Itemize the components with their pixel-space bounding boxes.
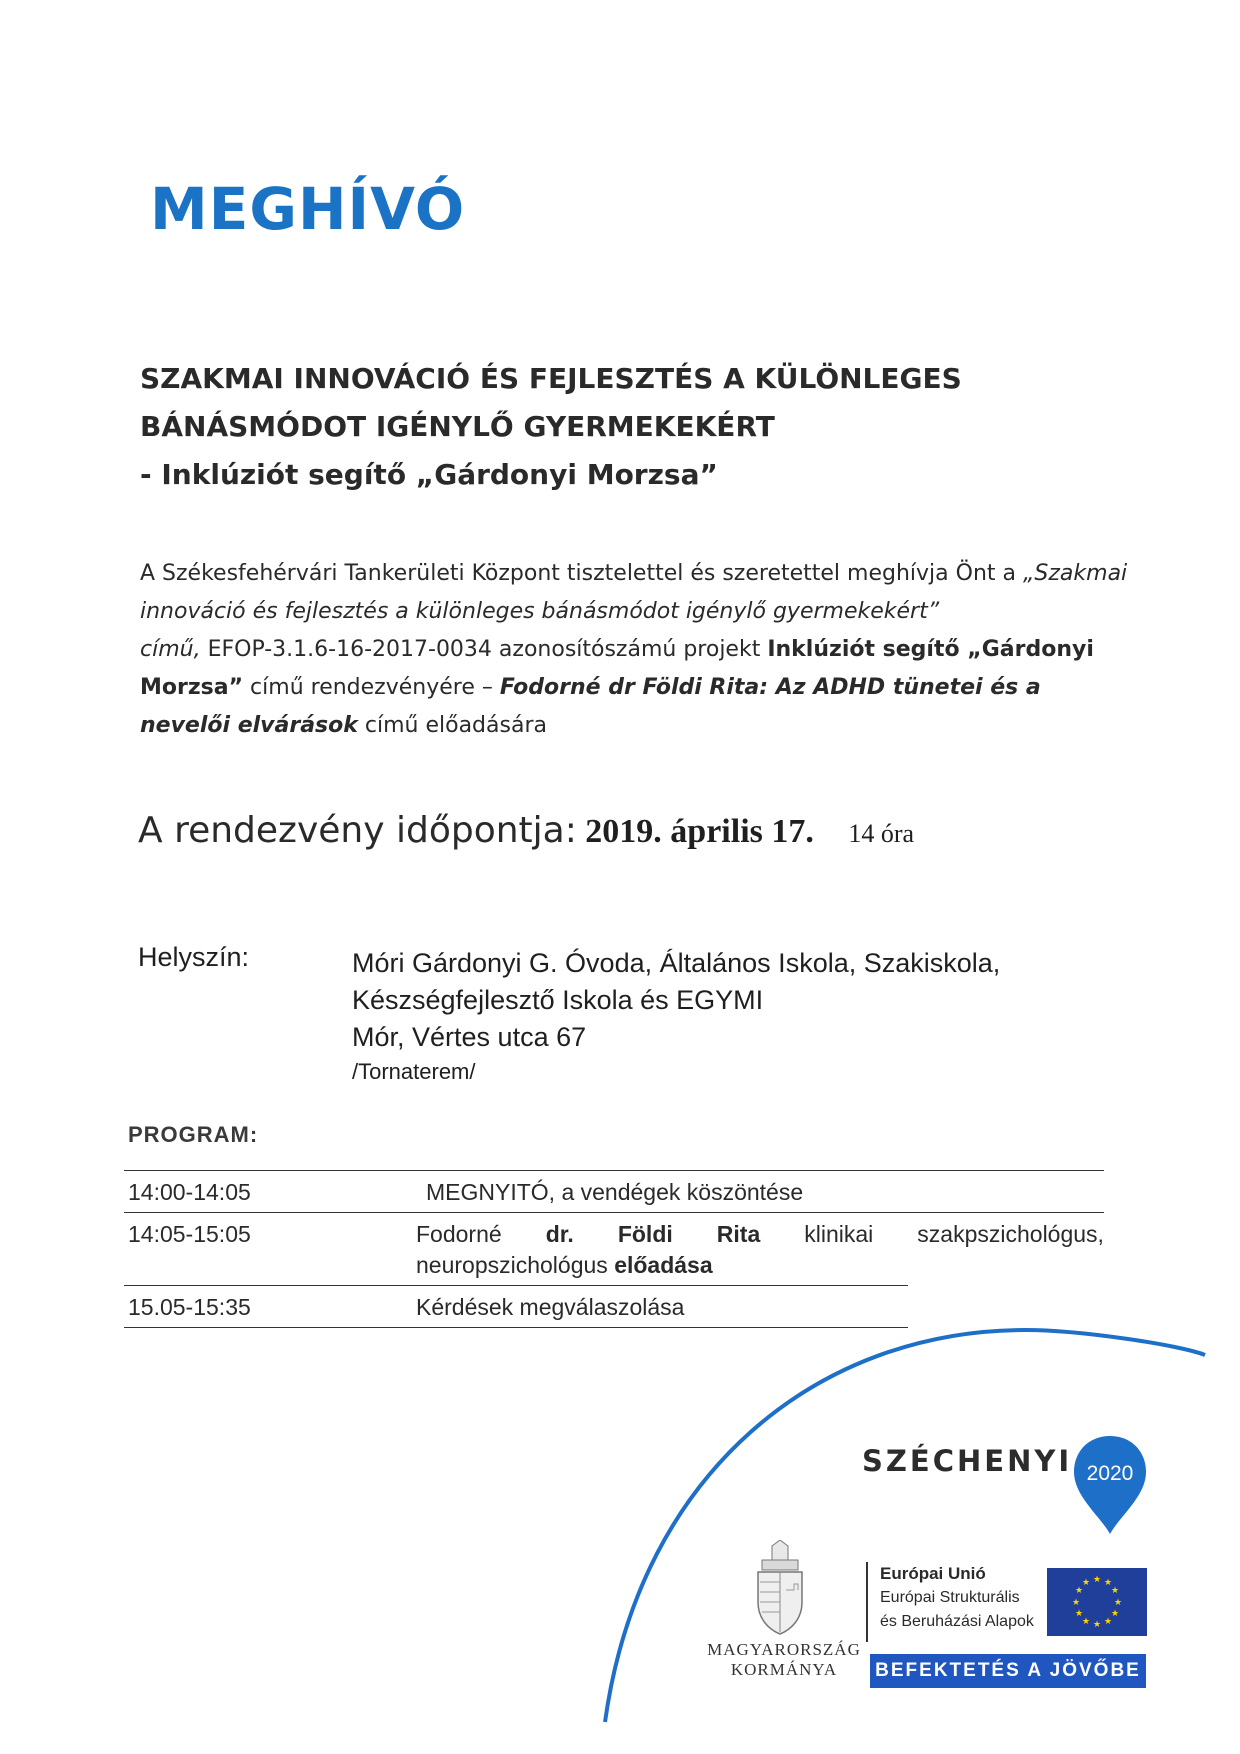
intro-part-1: A Székesfehérvári Tankerületi Központ tisztelettel és szeretettel meghívja Önt a bbox=[140, 561, 1023, 586]
program-time: 15.05-15:35 bbox=[128, 1294, 251, 1320]
program-desc-line-1 bbox=[416, 1219, 1104, 1250]
date-value: 2019. április 17. bbox=[585, 813, 814, 850]
program-desc: MEGNYITÓ, a vendégek köszöntése bbox=[426, 1179, 804, 1205]
svg-text:★: ★ bbox=[1074, 1586, 1084, 1596]
coat-of-arms-icon bbox=[752, 1540, 808, 1636]
svg-text:★: ★ bbox=[1103, 1617, 1113, 1627]
intro-part-6: című rendezvényére – bbox=[243, 675, 500, 700]
project-id-text: EFOP-3.1.6-16-2017-0034 azonosítószámú projekt bbox=[200, 637, 768, 662]
svg-text:★: ★ bbox=[1110, 1586, 1120, 1596]
svg-text:★: ★ bbox=[1081, 1578, 1091, 1588]
desc-word: Fodorné bbox=[416, 1221, 502, 1247]
program-row bbox=[124, 1285, 908, 1328]
heading-line-3: - Inklúziót segítő „Gárdonyi Morzsa” bbox=[140, 458, 718, 491]
svg-text:★: ★ bbox=[1103, 1578, 1113, 1588]
location-line-2: Készségfejlesztő Iskola és EGYMI bbox=[352, 985, 764, 1015]
event-name: Inklúziót segítő „Gárdonyi Morzsa” bbox=[140, 637, 1094, 700]
date-label: A rendezvény időpontja: bbox=[138, 810, 577, 851]
program-label: PROGRAM: bbox=[128, 1122, 259, 1147]
svg-text:★: ★ bbox=[1110, 1609, 1120, 1619]
hu-line-2: KORMÁNYA bbox=[730, 1660, 838, 1679]
location-room: /Tornaterem/ bbox=[352, 1059, 476, 1084]
program-time: 14:05-15:05 bbox=[128, 1221, 251, 1247]
program-desc-line-2 bbox=[416, 1250, 1104, 1281]
svg-text:★: ★ bbox=[1071, 1598, 1081, 1608]
event-heading bbox=[140, 355, 1000, 499]
intro-part-3: című, bbox=[140, 637, 201, 662]
desc-word: dr. bbox=[545, 1221, 574, 1247]
desc-word: szakpszichológus, bbox=[917, 1221, 1104, 1247]
eu-line-1: Európai Unió bbox=[880, 1564, 986, 1583]
desc-bold: előadása bbox=[614, 1252, 713, 1278]
location-label: Helyszín: bbox=[138, 942, 250, 972]
heading-line-2: BÁNÁSMÓDOT IGÉNYLŐ GYERMEKEKÉRT bbox=[140, 410, 775, 443]
svg-text:★: ★ bbox=[1074, 1609, 1084, 1619]
program-table bbox=[124, 1170, 1104, 1328]
project-name: „Szakmai innováció és fejlesztés a különleges bánásmódot igénylő gyermekekért” bbox=[140, 561, 1128, 624]
eu-line-3: és Beruházási Alapok bbox=[880, 1613, 1034, 1630]
program-row bbox=[124, 1212, 1104, 1285]
szechenyi-pin-icon bbox=[1070, 1430, 1150, 1540]
eu-text-block bbox=[866, 1562, 1034, 1642]
eu-flag-icon bbox=[1047, 1568, 1147, 1636]
program-time: 14:00-14:05 bbox=[128, 1179, 251, 1205]
hungary-government-logo-text bbox=[704, 1640, 864, 1680]
location-address bbox=[352, 945, 1000, 1088]
hu-line-1: MAGYARORSZÁG bbox=[707, 1640, 861, 1659]
lecture-title: Fodorné dr Földi Rita: Az ADHD tünetei és a nevelői elvárások bbox=[140, 675, 1041, 738]
desc-word: Rita bbox=[716, 1221, 761, 1247]
page-title: MEGHÍVÓ bbox=[150, 175, 466, 243]
program-desc bbox=[416, 1213, 1104, 1285]
szechenyi-logo-text: SZÉCHENYI bbox=[862, 1444, 1073, 1478]
program-desc: Kérdések megválaszolása bbox=[416, 1294, 685, 1320]
invitation-text bbox=[140, 555, 1130, 745]
desc-word: Földi bbox=[617, 1221, 673, 1247]
eu-line-2: Európai Strukturális bbox=[880, 1589, 1020, 1606]
location-line-3: Mór, Vértes utca 67 bbox=[352, 1022, 587, 1052]
befektetes-banner: BEFEKTETÉS A JÖVŐBE bbox=[870, 1654, 1146, 1688]
svg-text:★: ★ bbox=[1092, 1620, 1102, 1630]
heading-line-1: SZAKMAI INNOVÁCIÓ ÉS FEJLESZTÉS A KÜLÖNLEGES bbox=[140, 362, 962, 395]
szechenyi-year: 2020 bbox=[1086, 1462, 1134, 1485]
event-date-row bbox=[138, 810, 914, 851]
event-time: 14 óra bbox=[848, 819, 915, 848]
desc-word: klinikai bbox=[804, 1221, 874, 1247]
program-row bbox=[124, 1170, 1104, 1212]
location-line-1: Móri Gárdonyi G. Óvoda, Általános Iskola, Szakiskola, bbox=[352, 948, 1001, 978]
svg-text:★: ★ bbox=[1081, 1617, 1091, 1627]
desc-text: neuropszichológus bbox=[416, 1252, 615, 1278]
intro-part-8: című előadására bbox=[357, 713, 547, 738]
svg-text:★: ★ bbox=[1113, 1598, 1123, 1608]
svg-text:★: ★ bbox=[1092, 1575, 1102, 1585]
